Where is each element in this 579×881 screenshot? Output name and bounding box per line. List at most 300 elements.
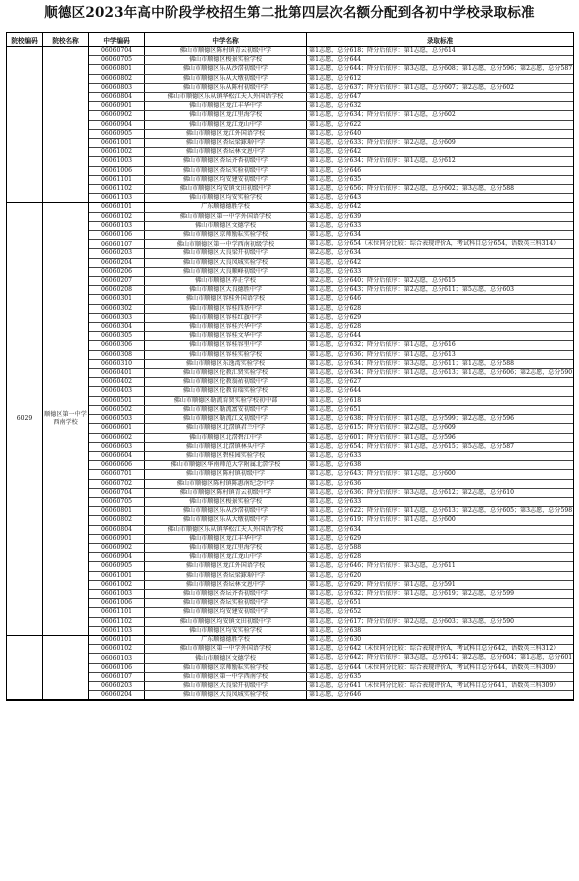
school-code: 6029 [7,203,43,635]
middle-school-code: 06060705 [89,56,145,64]
middle-school-code: 06060203 [89,249,145,257]
middle-school-name: 佛山市顺德区伦教翁祐初级中学 [145,378,307,386]
middle-school-code: 06061103 [89,194,145,202]
middle-school-name: 佛山市顺德区北滘镇林头中学 [145,443,307,451]
middle-school-code: 06060103 [89,222,145,230]
admission-standard: 第1志愿，总分628 [309,323,362,331]
admission-standard: 第1志愿，总分646 [309,166,362,174]
middle-school-code: 06060101 [89,203,145,211]
middle-school-name: 佛山市顺德区均安镇文田初级中学 [145,618,307,626]
header-admission-standard: 录取标准 [426,36,454,45]
middle-school-name: 佛山市顺德区第一中学西南初级学校 [145,240,307,248]
admission-standard: 第1志愿，总分643；降分后依序：第2志愿，总分611；第5志愿，总分603 [309,286,514,294]
header-middle-school-code: 中学编码 [89,33,145,46]
table-row [89,102,573,111]
table-row [89,277,573,286]
middle-school-name: 佛山市顺德区龙江里海学校 [145,544,307,552]
table-row [89,480,573,489]
middle-school-code: 06060203 [89,682,145,690]
middle-school-code: 06060701 [89,470,145,478]
table-row [89,305,573,314]
middle-school-name: 佛山市顺德区均安建安初级中学 [145,176,307,184]
admission-standard: 第1志愿，总分629 [309,534,362,542]
table-row [89,167,573,176]
middle-school-code: 06061101 [89,176,145,184]
table-row [89,314,573,323]
admission-standard: 第1志愿，总分656；降分后依序：第2志愿，总分602；第3志愿，总分588 [309,185,514,193]
middle-school-name: 佛山市顺德区容桂容里中学 [145,341,307,349]
table-row [89,286,573,295]
admission-standard: 第1志愿，总分652 [309,608,362,616]
middle-school-name: 佛山市顺德区大良梁开初级中学 [145,249,307,257]
middle-school-name: 佛山市顺德区杏坛林文恩中学 [145,581,307,589]
middle-school-name: 佛山市顺德区梭景实验学校 [145,498,307,506]
admission-standard: 第1志愿，总分651 [309,599,362,607]
admission-standard: 第2志愿，总分634 [309,249,362,257]
table-row [89,664,573,673]
admission-standard: 第1志愿，总分601；降分后依序：第1志愿，总分596 [309,433,456,441]
middle-school-name: 佛山市顺德区杏坛梁銶琚中学 [145,139,307,147]
middle-school-code: 06060904 [89,553,145,561]
middle-school-code: 06060101 [89,636,145,644]
middle-school-name: 佛山市顺德区龙江丰华中学 [145,535,307,543]
page-title: 顺德区2023年高中阶段学校招生第二批第四层次名额分配到各初中学校录取标准 [44,5,535,21]
table-row [89,415,573,424]
school-group [7,47,573,203]
table-row [89,213,573,222]
middle-school-name: 佛山市顺德区乐从大墩初级中学 [145,516,307,524]
middle-school-name: 佛山市顺德区第一中学外国语学校 [145,213,307,221]
middle-school-code: 06060704 [89,489,145,497]
table-row [89,572,573,581]
admission-standard: 第1志愿，总分619；降分后依序：第1志愿，总分600 [309,516,456,524]
middle-school-code: 06060308 [89,351,145,359]
middle-school-code: 06060602 [89,434,145,442]
middle-school-code: 06060606 [89,461,145,469]
table-row [89,130,573,139]
admission-standard: 第1志愿，总分644 [309,332,362,340]
middle-school-code: 06060401 [89,369,145,377]
table-row [89,406,573,415]
middle-school-name: 佛山市顺德区均安实验学校 [145,194,307,202]
table-row [89,341,573,350]
middle-school-name: 佛山市顺德区龙江龙山中学 [145,121,307,129]
middle-school-code: 06061102 [89,185,145,193]
admission-standard: 第3志愿，总分642 [309,203,362,211]
middle-school-code: 06060803 [89,84,145,92]
admission-standard: 第1志愿，总分636；降分后依序：第1志愿，总分613 [309,350,456,358]
admission-standard: 第1志愿，总分630 [309,635,362,643]
middle-school-name: 佛山市顺德区京师励耘实验学校 [145,231,307,239]
admission-standard: 第2志愿，总分640；降分后依序：第2志愿，总分615 [309,277,456,285]
group-rows [89,47,573,202]
table-row [89,470,573,479]
table-row [89,148,573,157]
middle-school-code: 06060905 [89,130,145,138]
table-row [89,424,573,433]
middle-school-code: 06060402 [89,378,145,386]
admission-standard: 第1志愿，总分647 [309,93,362,101]
middle-school-code: 06060305 [89,332,145,340]
middle-school-code: 06060106 [89,664,145,672]
middle-school-name: 佛山市顺德区养正学校 [145,277,307,285]
middle-school-code: 06061101 [89,608,145,616]
middle-school-name: 佛山市顺德区陈村镇陈惠南纪念中学 [145,480,307,488]
middle-school-code: 06061103 [89,627,145,635]
admission-standard: 第1志愿，总分629；降分后依序：第1志愿，总分591 [309,580,456,588]
table-row [89,387,573,396]
middle-school-code: 06060704 [89,47,145,55]
middle-school-code: 06060501 [89,397,145,405]
middle-school-name: 佛山市顺德区文德学校 [145,654,307,662]
table-row [89,608,573,617]
admission-standard: 第1志愿，总分633 [309,267,362,275]
middle-school-name: 佛山市顺德区伦教育瑞实验学校 [145,387,307,395]
middle-school-code: 06061003 [89,590,145,598]
admission-standard: 第1志愿，总分635 [309,672,362,680]
table-row [89,535,573,544]
middle-school-code: 06061006 [89,167,145,175]
admission-standard: 第1志愿，总分642 [309,148,362,156]
middle-school-code: 06060801 [89,65,145,73]
table-row [89,56,573,65]
middle-school-code: 06060102 [89,213,145,221]
admission-standard: 第1志愿，总分632；降分后依序：第1志愿，总分616 [309,341,456,349]
middle-school-name: 佛山市顺德区北滘镇君兰中学 [145,424,307,432]
middle-school-code: 06060204 [89,691,145,699]
middle-school-name: 佛山市顺德区龙江丰华中学 [145,102,307,110]
middle-school-name: 佛山市顺德区杏坛实验初级中学 [145,167,307,175]
table-row [89,185,573,194]
middle-school-code: 06060207 [89,277,145,285]
middle-school-name: 佛山市顺德区碧桂园实验学校 [145,452,307,460]
admission-standard: 第1志愿，总分634；降分后依序：第1志愿，总分613；第1志愿，总分606；第2志愿，总分590 [309,369,573,377]
admission-standard: 第1志愿，总分642（末位同分比较：综合表现评价A，考试科目总分642，语数英三科312） [309,645,560,653]
middle-school-code: 06060902 [89,544,145,552]
middle-school-code: 06061001 [89,572,145,580]
middle-school-name: 佛山市顺德区大良凤城实验学校 [145,259,307,267]
middle-school-name: 佛山市顺德区乐从沙滘初级中学 [145,507,307,515]
header-middle-school-name: 中学名称 [145,33,307,46]
admission-standard: 第1志愿，总分620 [309,571,362,579]
middle-school-code: 06060901 [89,535,145,543]
middle-school-code: 06060303 [89,314,145,322]
admission-standard: 第1志愿，总分634；降分后依序：第1志愿，总分602 [309,111,456,119]
table-row [89,562,573,571]
admission-standard: 第1志愿，总分633 [309,497,362,505]
admission-standard: 第1志愿，总分638；降分后依序：第1志愿，总分599；第2志愿，总分596 [309,415,514,423]
middle-school-code: 06061002 [89,581,145,589]
table-row [89,498,573,507]
middle-school-name: 佛山市顺德区乐从镇华松江天人外国语学校 [145,526,307,534]
admission-standard: 第1志愿，总分634；降分后依序：第1志愿，总分612 [309,157,456,165]
table-row [89,397,573,406]
admission-standard: 第1志愿，总分633；降分后依序：第2志愿，总分609 [309,139,456,147]
admission-standard: 第1志愿，总分643；降分后依序：第1志愿，总分600 [309,470,456,478]
middle-school-name: 广东顺德德胜学校 [145,636,307,644]
middle-school-code: 06060304 [89,323,145,331]
table-row [89,489,573,498]
admission-standard: 第1志愿，总分644；降分后依序：第3志愿，总分608；第1志愿，总分596；第2志愿，总分587 [309,65,573,73]
middle-school-name: 佛山市顺德区大良德胜中学 [145,286,307,294]
middle-school-code: 06060310 [89,360,145,368]
middle-school-name: 佛山市顺德区容桂四基中学 [145,305,307,313]
school-code [7,47,43,202]
middle-school-code: 06060902 [89,111,145,119]
middle-school-name: 佛山市顺德区北滘碧江中学 [145,434,307,442]
middle-school-name: 佛山市顺德区大良凤城实验学校 [145,691,307,699]
table-row [89,84,573,93]
middle-school-name: 佛山市顺德区龙江龙山中学 [145,553,307,561]
table-row [89,111,573,120]
table-row [89,323,573,332]
table-row [89,461,573,470]
middle-school-name: 佛山市顺德区杏坛梁銶琚中学 [145,572,307,580]
middle-school-name: 佛山市顺德区龙江外国语学校 [145,562,307,570]
middle-school-code: 06060904 [89,121,145,129]
table-row [89,249,573,258]
table-row [89,47,573,56]
middle-school-name: 佛山市顺德区龙江外国语学校 [145,130,307,138]
group-rows [89,636,573,699]
middle-school-name: 佛山市顺德区勒流江义初级中学 [145,415,307,423]
middle-school-code: 06060306 [89,341,145,349]
admission-standard: 第1志愿，总分640 [309,129,362,137]
table-row [89,581,573,590]
admission-standard: 第1志愿，总分622；降分后依序：第1志愿，总分613；第2志愿，总分605；第3志愿，总分598 [309,507,573,515]
middle-school-name: 佛山市顺德区第一中学外国语学校 [145,645,307,653]
middle-school-name: 佛山市顺德区容桂文华中学 [145,332,307,340]
middle-school-name: 佛山市顺德区大良梁开初级中学 [145,682,307,690]
admission-standard: 第1志愿，总分644（末位同分比较：综合表现评价A，考试科目总分644，语数英三科309） [309,663,560,671]
school-name [43,636,89,699]
middle-school-name: 佛山市顺德区大良顺峰初级中学 [145,268,307,276]
table-row [89,121,573,130]
middle-school-code: 06060804 [89,93,145,101]
admission-table [6,32,574,701]
table-row [89,682,573,691]
table-row [89,157,573,166]
middle-school-code: 06060802 [89,75,145,83]
table-row [89,75,573,84]
admission-standard: 第1志愿，总分633 [309,221,362,229]
middle-school-name: 广东顺德德胜学校 [145,203,307,211]
table-row [89,443,573,452]
middle-school-name: 佛山市顺德区乐从陈村初级中学 [145,84,307,92]
middle-school-code: 06060603 [89,443,145,451]
middle-school-code: 06061003 [89,157,145,165]
middle-school-code: 06061002 [89,148,145,156]
admission-standard: 第1志愿，总分642；降分后依序：第3志愿，总分614；第2志愿，总分604；第1志愿，总分601 [309,654,573,662]
middle-school-code: 06061102 [89,618,145,626]
admission-standard: 第1志愿，总分646 [309,295,362,303]
admission-standard: 第1志愿，总分636 [309,479,362,487]
table-row [89,636,573,645]
admission-standard: 第1志愿，总分646；降分后依序：第3志愿，总分611 [309,562,456,570]
middle-school-code: 06060705 [89,498,145,506]
school-code [7,636,43,699]
admission-standard: 第1志愿，总分642 [309,258,362,266]
admission-standard: 第1志愿，总分615；降分后依序：第2志愿，总分609 [309,424,456,432]
table-row [89,434,573,443]
admission-standard: 第1志愿，总分622 [309,120,362,128]
table-row [89,526,573,535]
middle-school-name: 佛山市顺德区龙江里海学校 [145,111,307,119]
admission-standard: 第1志愿，总分644 [309,56,362,64]
table-row [89,516,573,525]
table-row [89,378,573,387]
table-row [89,295,573,304]
middle-school-name: 佛山市顺德区陈村镇初级中学 [145,470,307,478]
admission-standard: 第1志愿，总分638 [309,626,362,634]
middle-school-name: 佛山市顺德区陈村镇青云初级中学 [145,47,307,55]
table-row [89,645,573,654]
admission-standard: 第1志愿，总分618 [309,396,362,404]
middle-school-name: 佛山市顺德区东逸湾实验学校 [145,360,307,368]
table-row [89,618,573,627]
admission-standard: 第1志愿，总分632 [309,102,362,110]
table-row [89,93,573,102]
table-row [89,627,573,635]
table-body [7,47,573,700]
admission-standard: 第1志愿，总分639 [309,212,362,220]
middle-school-name: 佛山市顺德区陈村镇青云初级中学 [145,489,307,497]
school-name: 顺德区第一中学西南学校 [43,203,89,635]
middle-school-name: 佛山市顺德区均安实验学校 [145,627,307,635]
header-school-code: 院校编码 [7,33,43,46]
middle-school-name: 佛山市顺德区第一中学西南学校 [145,673,307,681]
middle-school-code: 06060801 [89,507,145,515]
table-row [89,351,573,360]
table-row [89,139,573,148]
middle-school-name: 佛山市顺德区容桂兴华中学 [145,323,307,331]
table-row [89,544,573,553]
middle-school-code: 06060503 [89,415,145,423]
table-row [89,673,573,682]
table-row [89,65,573,74]
table-row [89,259,573,268]
admission-standard: 第1志愿，总分588 [309,543,362,551]
admission-standard: 第1志愿，总分634 [309,231,362,239]
table-row [89,553,573,562]
table-row [89,654,573,663]
middle-school-name: 佛山市顺德区容桂实验学校 [145,351,307,359]
middle-school-code: 06060302 [89,305,145,313]
admission-standard: 第1志愿，总分637；降分后依序：第1志愿，总分607；第2志愿，总分602 [309,83,514,91]
table-row [89,176,573,185]
table-row [89,231,573,240]
middle-school-code: 06060103 [89,654,145,662]
middle-school-name: 佛山市顺德区勒流富安初级中学 [145,406,307,414]
admission-standard: 第1志愿，总分643 [309,194,362,202]
middle-school-name: 佛山市顺德区文德学校 [145,222,307,230]
admission-standard: 第1志愿，总分638 [309,461,362,469]
table-row [89,360,573,369]
middle-school-name: 佛山市顺德区杏坛齐杏初级中学 [145,157,307,165]
middle-school-name: 佛山市顺德区杏坛林文恩中学 [145,148,307,156]
middle-school-name: 佛山市顺德区均安建安初级中学 [145,608,307,616]
middle-school-code: 06060604 [89,452,145,460]
middle-school-code: 06060905 [89,562,145,570]
table-row [89,332,573,341]
middle-school-name: 佛山市顺德区容桂外国语学校 [145,295,307,303]
table-row [89,268,573,277]
middle-school-name: 佛山市顺德区华南师范大学附属北滘学校 [145,461,307,469]
admission-standard: 第1志愿，总分635 [309,175,362,183]
admission-standard: 第1志愿，总分612 [309,74,362,82]
school-group [7,636,573,700]
middle-school-code: 06060206 [89,268,145,276]
table-row [89,203,573,212]
middle-school-name: 佛山市顺德区勒流育贤实验学校初中部 [145,397,307,405]
middle-school-code: 06060702 [89,480,145,488]
school-group [7,203,573,636]
middle-school-name: 佛山市顺德区容桂红旗中学 [145,314,307,322]
admission-standard: 第1志愿，总分654（末位同分比较：综合表现评价A，考试科目总分654，语数英三科314） [309,240,560,248]
middle-school-code: 06060301 [89,295,145,303]
table-row [89,222,573,231]
middle-school-code: 06061006 [89,599,145,607]
middle-school-name: 佛山市顺德区乐从大墩初级中学 [145,75,307,83]
middle-school-name: 佛山市顺德区杏坛齐杏初级中学 [145,590,307,598]
admission-standard: 第1志愿，总分636；降分后依序：第3志愿，总分612；第2志愿，总分610 [309,488,514,496]
table-row [89,240,573,249]
middle-school-name: 佛山市顺德区伦教汇贤实验学校 [145,369,307,377]
admission-standard: 第1志愿，总分654；降分后依序：第1志愿，总分615；第5志愿，总分587 [309,442,514,450]
middle-school-code: 06060107 [89,673,145,681]
table-row [89,691,573,699]
admission-standard: 第1志愿，总分627 [309,378,362,386]
table-row [89,590,573,599]
admission-standard: 第1志愿，总分646 [309,691,362,699]
middle-school-name: 佛山市顺德区京师励耘实验学校 [145,664,307,672]
table-row [89,452,573,461]
middle-school-code: 06060107 [89,240,145,248]
middle-school-code: 06060901 [89,102,145,110]
middle-school-code: 06060102 [89,645,145,653]
admission-standard: 第1志愿，总分651 [309,405,362,413]
middle-school-code: 06060601 [89,424,145,432]
admission-standard: 第1志愿，总分632；降分后依序：第1志愿，总分619；第2志愿，总分599 [309,589,514,597]
middle-school-code: 06060204 [89,259,145,267]
admission-standard: 第1志愿，总分634；降分后依序：第3志愿，总分611；第1志愿，总分588 [309,359,514,367]
middle-school-name: 佛山市顺德区梭景实验学校 [145,56,307,64]
middle-school-code: 06060802 [89,516,145,524]
middle-school-name: 佛山市顺德区均安镇文田初级中学 [145,185,307,193]
admission-standard: 第1志愿，总分628 [309,304,362,312]
middle-school-name: 佛山市顺德区乐从沙滘初级中学 [145,65,307,73]
header-school-name: 院校名称 [43,33,89,46]
admission-standard: 第1志愿，总分628 [309,553,362,561]
school-name [43,47,89,202]
admission-standard: 第1志愿，总分633 [309,451,362,459]
middle-school-name: 佛山市顺德区乐从镇华松江天人外国语学校 [145,93,307,101]
admission-standard: 第1志愿，总分617；降分后依序：第2志愿，总分603；第3志愿，总分590 [309,617,514,625]
admission-standard: 第1志愿，总分634 [309,525,362,533]
middle-school-code: 06060403 [89,387,145,395]
middle-school-code: 06061001 [89,139,145,147]
table-header [7,33,573,47]
middle-school-code: 06060208 [89,286,145,294]
middle-school-code: 06060106 [89,231,145,239]
admission-standard: 第1志愿，总分641（末位同分比较：综合表现评价A，考试科目总分641，语数英三科309） [309,681,560,689]
admission-standard: 第1志愿，总分618；降分后依序：第1志愿，总分614 [309,47,456,54]
table-row [89,507,573,516]
table-row [89,369,573,378]
table-row [89,599,573,608]
table-row [89,194,573,202]
middle-school-name: 佛山市顺德区杏坛实验初级中学 [145,599,307,607]
